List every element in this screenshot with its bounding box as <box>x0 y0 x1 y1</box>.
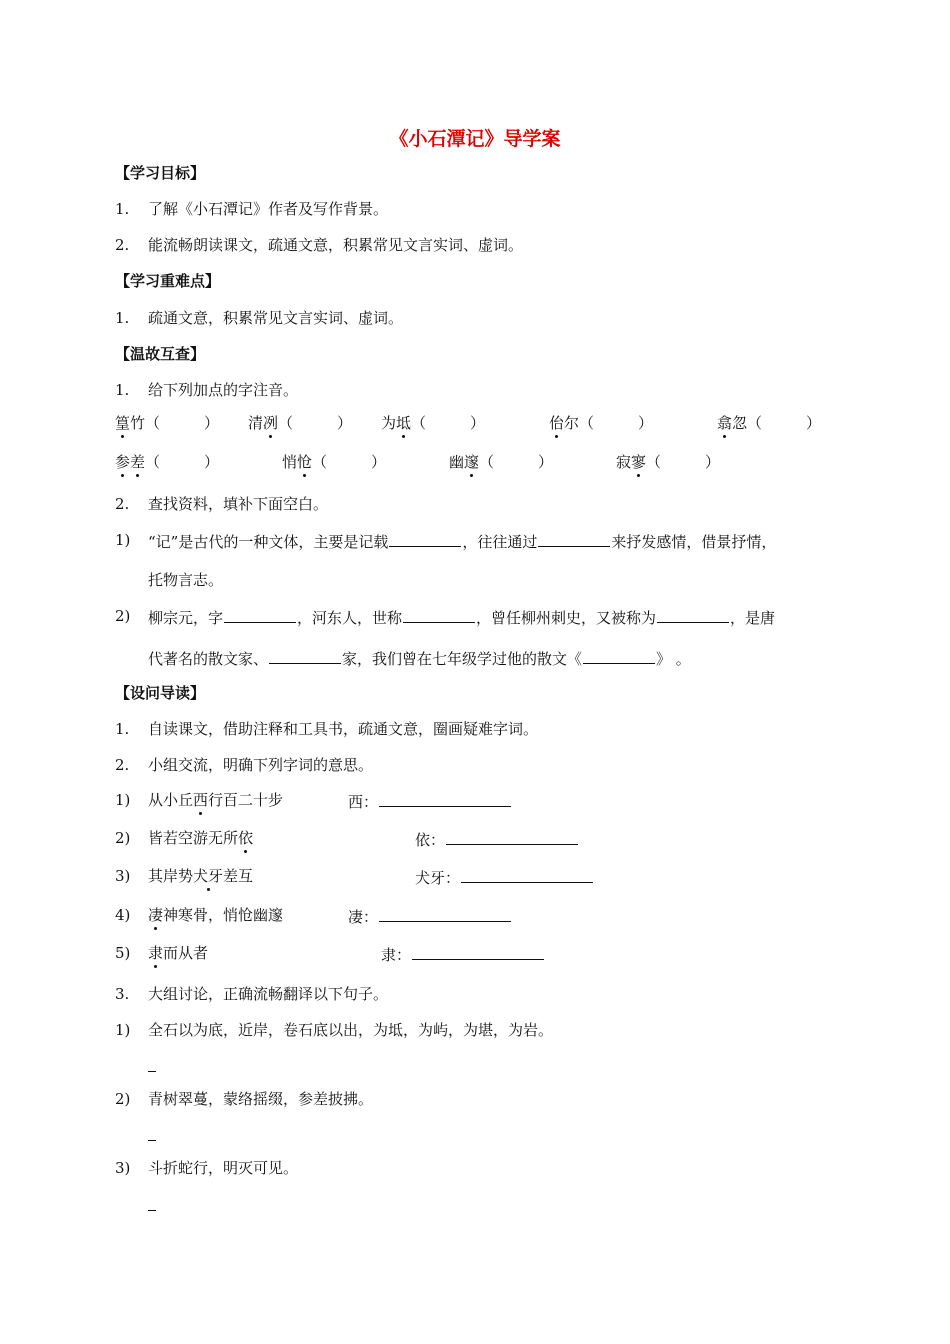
fill-blank-line: “记”是古代的一种文体，主要是记载 ，往往通过 来抒发感情，借景抒情， <box>148 530 776 552</box>
blank[interactable] <box>403 606 475 623</box>
pinyin-item: 翕忽（ ） <box>717 414 822 432</box>
answer-line[interactable] <box>148 1210 156 1211</box>
item-number: 1. <box>115 381 130 399</box>
item-number: 1. <box>115 309 130 327</box>
item-number: 2. <box>115 756 130 774</box>
blank[interactable] <box>657 606 729 623</box>
word-phrase: 凄神寒骨，悄怆幽邃 <box>148 906 284 924</box>
blank[interactable] <box>538 530 610 547</box>
pinyin-item: 清冽（ ） <box>248 414 353 432</box>
pinyin-item: 参差（ ） <box>115 453 220 471</box>
sentence-text: 全石以为底，近岸，卷石底以出，为坻，为屿，为堪，为岩。 <box>148 1021 554 1039</box>
question-text: 自读课文，借助注释和工具书，疏通文意，圈画疑难字词。 <box>148 720 539 738</box>
answer-line[interactable] <box>148 1071 156 1072</box>
item-number: 2) <box>115 1090 131 1108</box>
fill-blank-line: 代著名的散文家、 家，我们曾在七年级学过他的散文《 》 。 <box>148 647 691 669</box>
word-answer: 凄： <box>348 905 512 927</box>
item-number: 2) <box>115 607 131 625</box>
dotted-char: 邃 <box>464 453 480 471</box>
item-number: 5) <box>115 944 131 962</box>
item-number: 1) <box>115 1021 131 1039</box>
dotted-char: 寥 <box>631 453 647 471</box>
dotted-char: 翕 <box>717 414 733 432</box>
blank[interactable] <box>269 647 341 664</box>
blank[interactable] <box>446 828 578 845</box>
fill-blank-line: 柳宗元，字 ，河东人，世称 ，曾任柳州刺史，又被称为 ，是唐 <box>148 606 775 628</box>
section-heading-review: 【温故互查】 <box>115 345 206 363</box>
section-heading-guide: 【设问导读】 <box>115 684 206 702</box>
sentence-text: 斗折蛇行，明灭可见。 <box>148 1159 299 1177</box>
answer-line[interactable] <box>148 1140 156 1141</box>
question-text: 小组交流，明确下列字词的意思。 <box>148 756 374 774</box>
item-number: 2. <box>115 495 130 513</box>
word-phrase: 从小丘西行百二十步 <box>148 791 284 809</box>
key-text: 疏通文意，积累常见文言实词、虚词。 <box>148 309 404 327</box>
page-title: 《小石潭记》导学案 <box>389 128 561 150</box>
word-phrase: 其岸势犬牙差互 <box>148 867 254 885</box>
item-number: 2. <box>115 236 130 254</box>
dotted-char: 佁 <box>549 414 565 432</box>
goal-text: 了解《小石潭记》作者及写作背景。 <box>148 200 389 218</box>
word-answer: 依： <box>415 828 579 850</box>
dotted-char: 坻 <box>396 414 412 432</box>
dotted-char: 怆 <box>297 453 313 471</box>
question-text: 查找资料，填补下面空白。 <box>148 495 329 513</box>
question-text: 给下列加点的字注音。 <box>148 381 299 399</box>
goal-text: 能流畅朗读课文，疏通文意，积累常见文言实词、虚词。 <box>148 236 524 254</box>
item-number: 2) <box>115 829 131 847</box>
dotted-char: 篁 <box>115 414 131 432</box>
fill-text: 托物言志。 <box>148 571 224 589</box>
blank[interactable] <box>379 905 511 922</box>
word-answer: 犬牙： <box>415 866 594 888</box>
item-number: 4) <box>115 906 131 924</box>
blank[interactable] <box>389 530 461 547</box>
item-number: 3. <box>115 985 130 1003</box>
item-number: 3) <box>115 1159 131 1177</box>
section-heading-key: 【学习重难点】 <box>115 272 221 290</box>
blank[interactable] <box>461 866 593 883</box>
word-answer: 西： <box>348 790 512 812</box>
pinyin-item: 悄怆（ ） <box>282 453 387 471</box>
pinyin-item: 佁尔（ ） <box>549 414 654 432</box>
pinyin-item: 幽邃（ ） <box>449 453 554 471</box>
item-number: 1. <box>115 720 130 738</box>
blank[interactable] <box>583 647 655 664</box>
item-number: 1) <box>115 531 131 549</box>
blank[interactable] <box>224 606 296 623</box>
pinyin-item: 寂寥（ ） <box>616 453 721 471</box>
question-text: 大组讨论，正确流畅翻译以下句子。 <box>148 985 389 1003</box>
word-phrase: 隶而从者 <box>148 944 209 962</box>
item-number: 1. <box>115 200 130 218</box>
sentence-text: 青树翠蔓，蒙络摇缀，参差披拂。 <box>148 1090 374 1108</box>
word-answer: 隶： <box>381 943 545 965</box>
item-number: 3) <box>115 867 131 885</box>
pinyin-item: 篁竹（ ） <box>115 414 220 432</box>
blank[interactable] <box>412 943 544 960</box>
blank[interactable] <box>379 790 511 807</box>
word-phrase: 皆若空游无所依 <box>148 829 254 847</box>
dotted-char: 冽 <box>263 414 279 432</box>
section-heading-goals: 【学习目标】 <box>115 164 206 182</box>
pinyin-item: 为坻（ ） <box>381 414 486 432</box>
item-number: 1) <box>115 791 131 809</box>
